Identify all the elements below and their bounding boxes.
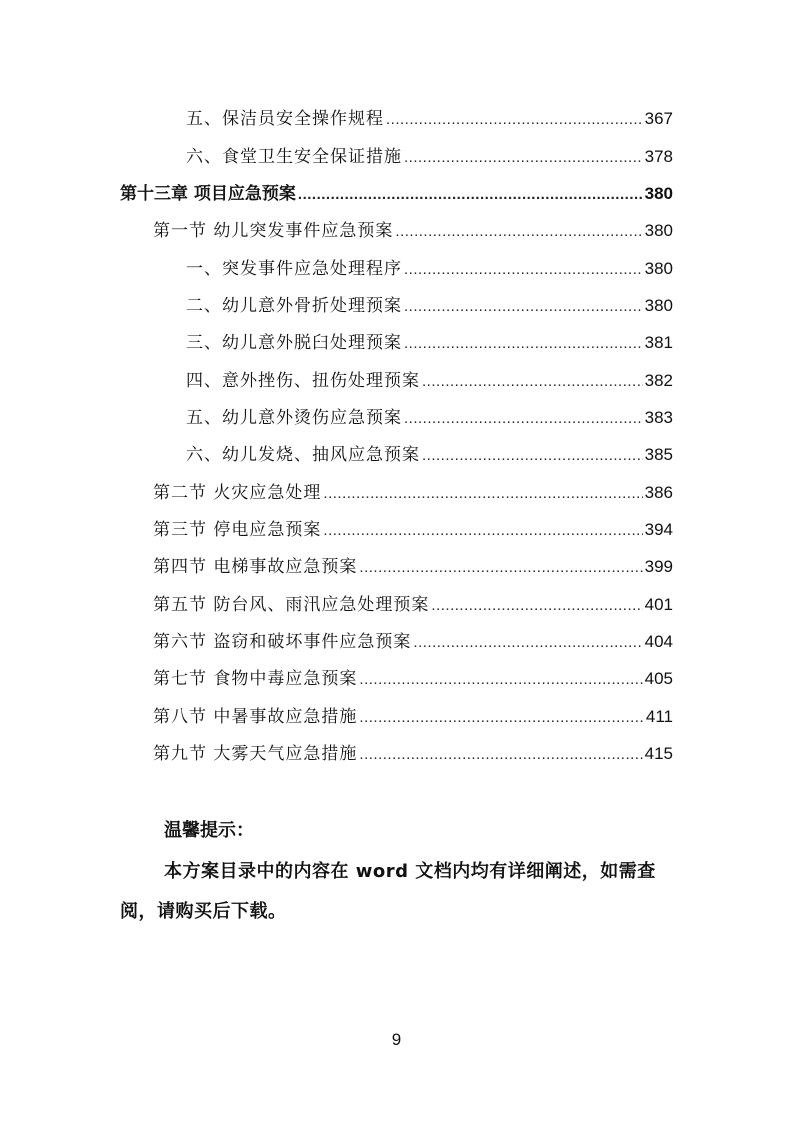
dot-leader (323, 481, 642, 507)
toc-entry[interactable] (186, 144, 673, 170)
toc-chapter-entry[interactable] (120, 181, 673, 207)
toc-entry-page: 411 (645, 707, 673, 726)
toc-entry-page: 380 (644, 221, 673, 240)
toc-section-entry[interactable] (153, 592, 673, 618)
dot-leader (359, 667, 642, 693)
dot-leader (404, 406, 643, 432)
toc-entry-title: 第九节 大雾天气应急措施 (153, 744, 358, 764)
dot-leader (404, 257, 643, 283)
dot-leader (323, 518, 642, 544)
toc-entry-title: 第六节 盗窃和破坏事件应急预案 (153, 632, 412, 652)
toc-entry-title: 五、保洁员安全操作规程 (186, 109, 384, 129)
toc-entry-page: 383 (644, 408, 673, 427)
toc-section-entry[interactable] (153, 517, 673, 543)
toc-entry-title: 六、幼儿发烧、抽风应急预案 (186, 445, 420, 465)
dot-leader (413, 630, 642, 656)
toc-entry-page: 380 (644, 296, 673, 315)
toc-entry-title: 五、幼儿意外烫伤应急预案 (186, 408, 402, 428)
toc-entry-page: 378 (644, 147, 673, 166)
toc-entry-page: 394 (644, 520, 673, 539)
dot-leader (404, 294, 643, 320)
toc-section-entry[interactable] (153, 629, 673, 655)
toc-entry[interactable] (186, 405, 673, 431)
toc-entry-title: 第一节 幼儿突发事件应急预案 (153, 221, 394, 241)
toc-entry-title: 二、幼儿意外骨折处理预案 (186, 296, 402, 316)
toc-entry-page: 401 (644, 595, 673, 614)
toc-entry[interactable] (186, 106, 673, 132)
note-heading: 温馨提示： (164, 820, 254, 841)
toc-section-entry[interactable] (153, 554, 673, 580)
toc-entry-page: 380 (644, 259, 673, 278)
dot-leader (431, 593, 642, 619)
toc-entry-page: 386 (644, 483, 673, 502)
dot-leader (298, 182, 643, 208)
toc-entry-title: 第二节 火灾应急处理 (153, 483, 322, 503)
toc-entry-title: 第四节 电梯事故应急预案 (153, 557, 358, 577)
dot-leader (404, 331, 643, 357)
dot-leader (404, 145, 643, 171)
toc-entry-page: 415 (644, 744, 673, 763)
toc-entry-page: 381 (644, 333, 673, 352)
dot-leader (359, 705, 643, 731)
toc-entry-title: 一、突发事件应急处理程序 (186, 259, 402, 279)
toc-entry-page: 399 (644, 557, 673, 576)
toc-entry-title: 第八节 中暑事故应急措施 (153, 707, 358, 727)
dot-leader (359, 742, 642, 768)
note-body: 本方案目录中的内容在 word 文档内均有详细阐述，如需查阅，请购买后下载。 (120, 861, 656, 922)
toc-entry-page: 404 (644, 632, 673, 651)
dot-leader (422, 369, 643, 395)
toc-entry-title: 第三节 停电应急预案 (153, 520, 322, 540)
toc-entry[interactable] (186, 442, 673, 468)
dot-leader (386, 107, 643, 133)
toc-entry-title: 第七节 食物中毒应急预案 (153, 669, 358, 689)
toc-section-entry[interactable] (153, 666, 673, 692)
toc-section-entry[interactable] (153, 741, 673, 767)
dot-leader (359, 555, 642, 581)
dot-leader (422, 443, 643, 469)
toc-entry-page: 385 (644, 445, 673, 464)
toc-entry[interactable] (186, 368, 673, 394)
toc-entry-page: 367 (644, 109, 673, 128)
dot-leader (395, 219, 642, 245)
toc-section-entry[interactable] (153, 704, 673, 730)
toc-entry[interactable] (186, 330, 673, 356)
toc-entry-page: 382 (644, 371, 673, 390)
toc-section-entry[interactable] (153, 218, 673, 244)
toc-entry[interactable] (186, 256, 673, 282)
toc-section-entry[interactable] (153, 480, 673, 506)
toc-entry-title: 六、食堂卫生安全保证措施 (186, 147, 402, 167)
toc-entry-title: 四、意外挫伤、扭伤处理预案 (186, 371, 420, 391)
page-number: 9 (391, 1030, 402, 1049)
toc-entry-title: 第五节 防台风、雨汛应急处理预案 (153, 595, 430, 615)
toc-entry-title: 三、幼儿意外脱臼处理预案 (186, 333, 402, 353)
toc-entry-title: 第十三章 项目应急预案 (120, 184, 296, 204)
toc-entry-page: 380 (644, 184, 673, 203)
toc-entry-page: 405 (644, 669, 673, 688)
toc-entry[interactable] (186, 293, 673, 319)
